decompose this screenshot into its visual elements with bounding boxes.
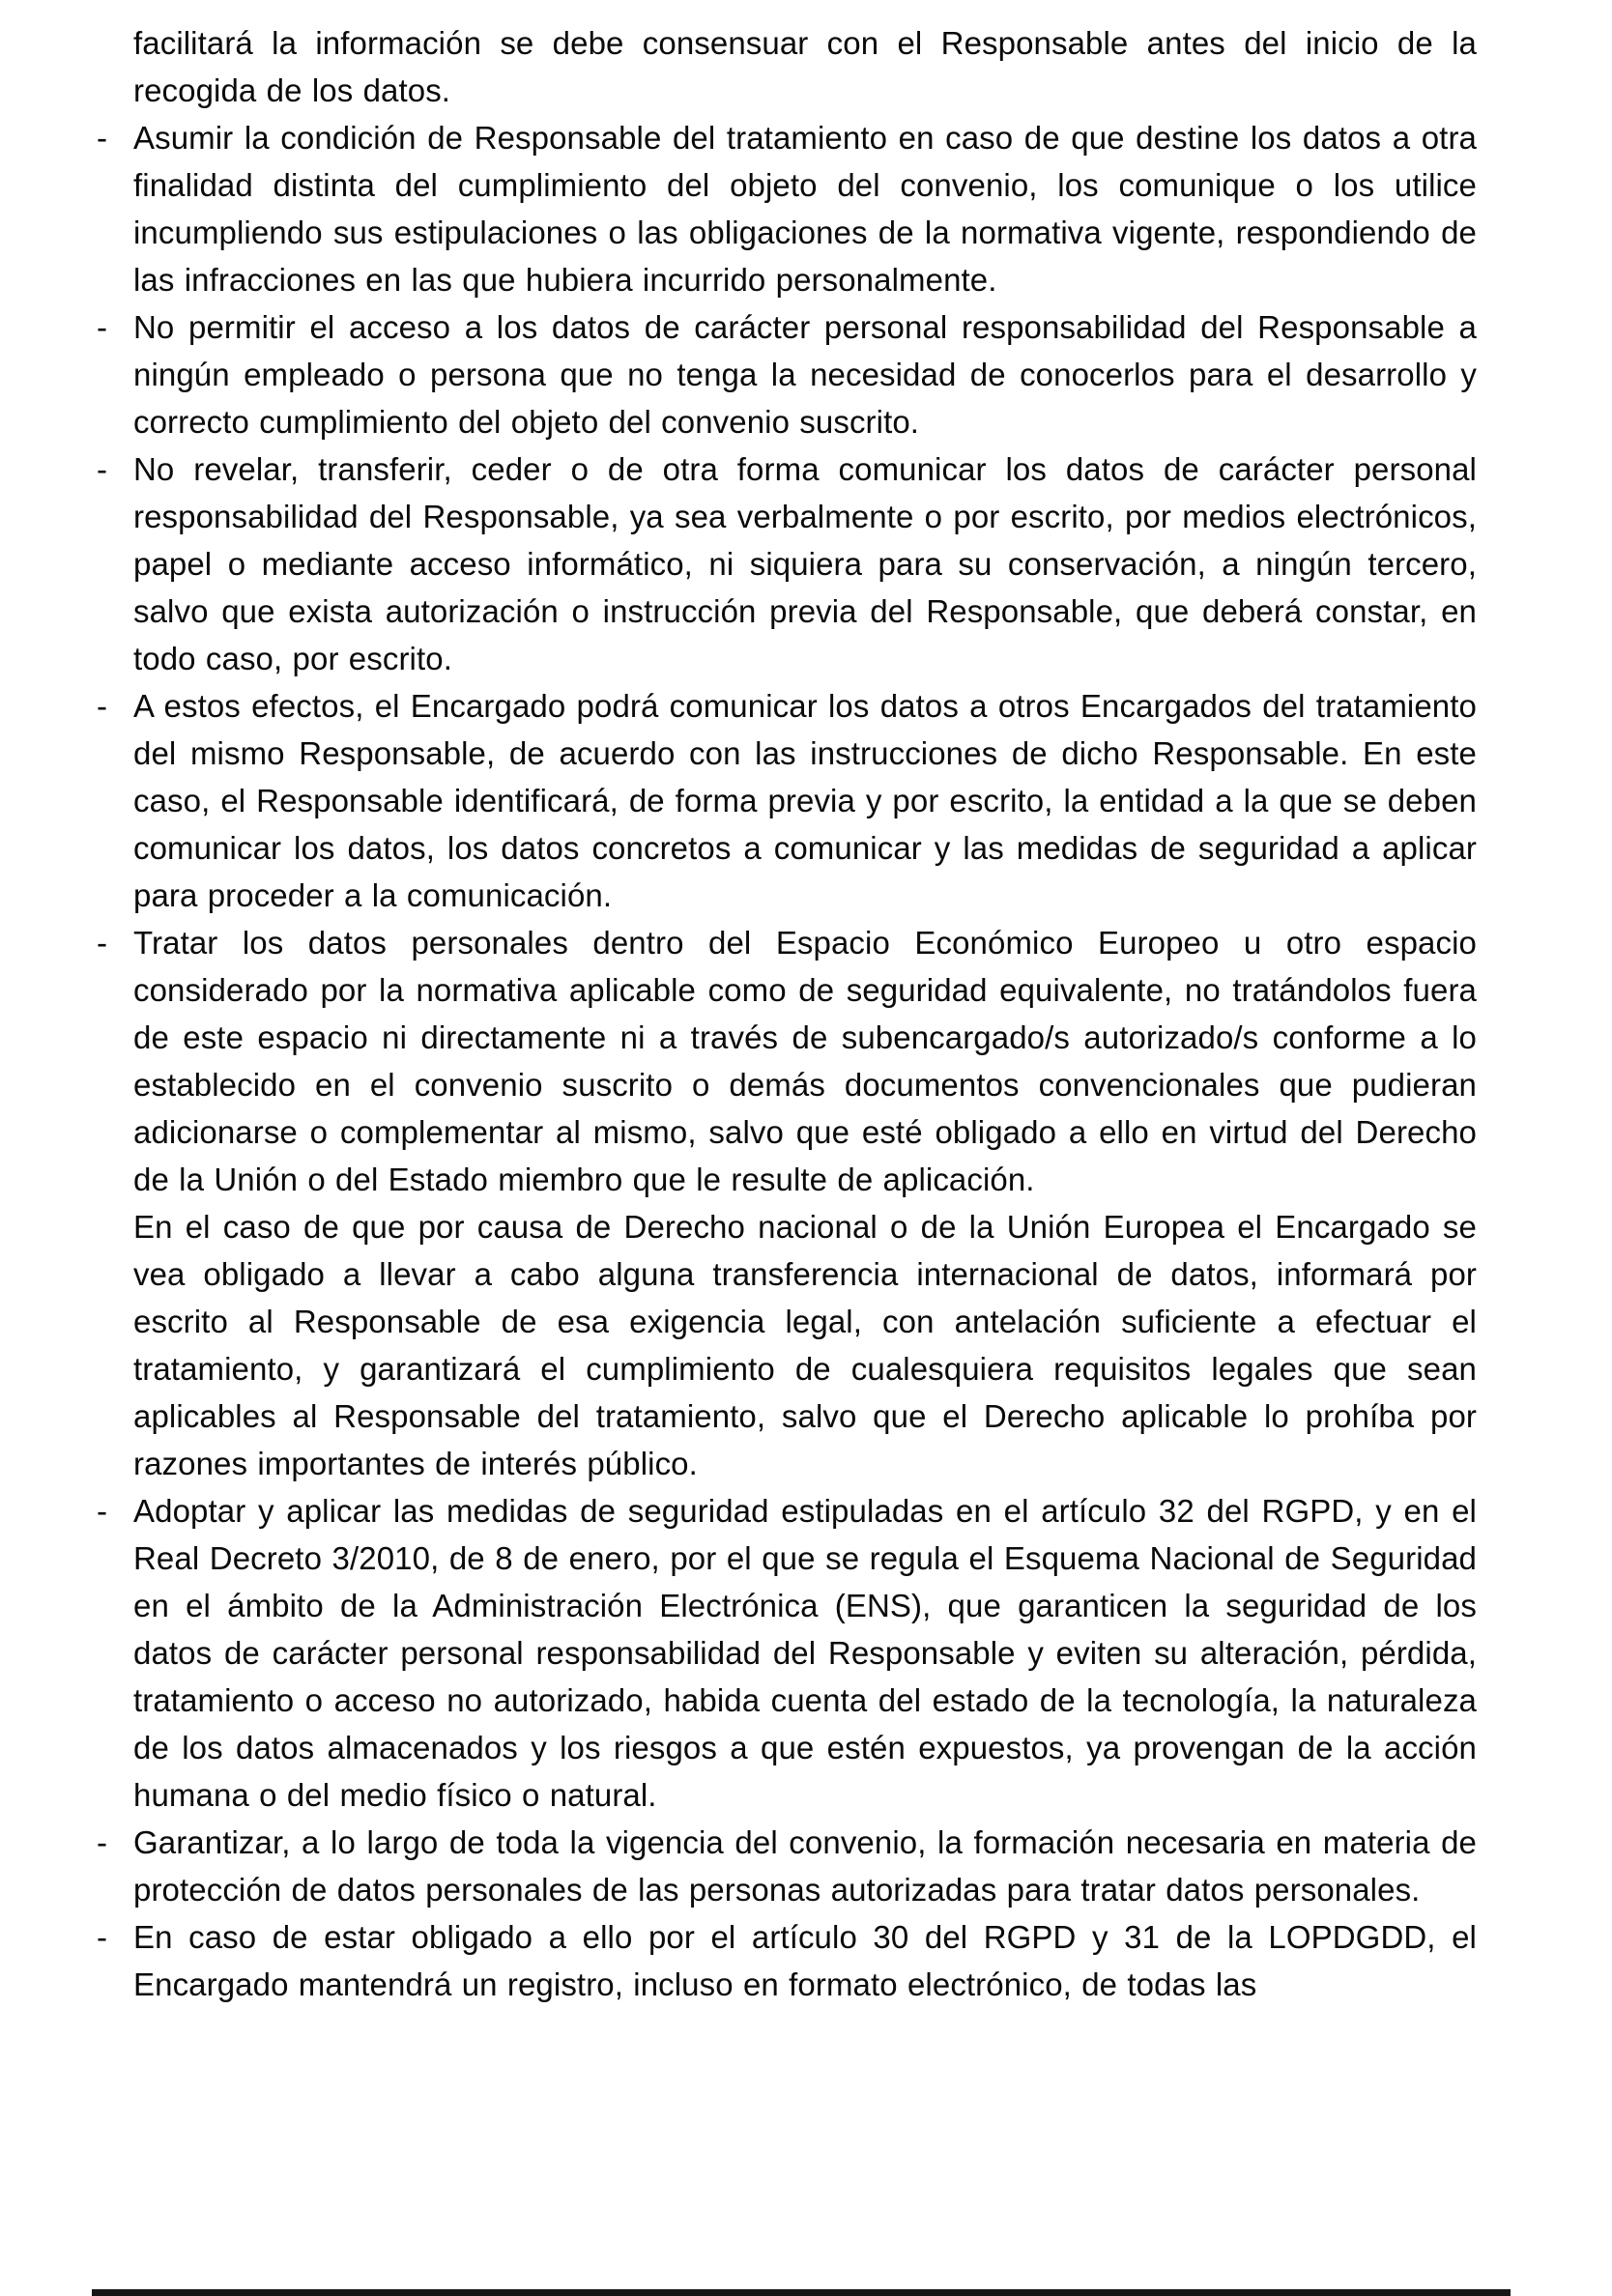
- bullet-item: [97, 445, 1477, 682]
- dash-marker: -: [97, 1824, 107, 1860]
- bullet-item: [97, 682, 1477, 919]
- item-text: Asumir la condición de Responsable del tratamiento en caso de que destine los datos a otra finalidad distinta del cumplimiento del objeto del convenio, los comunique o los utilice incumpliendo sus estipulaciones o las obligaciones de la normativa vigente, respondiendo de las infracciones en las que hubiera incurrido personalmente.: [133, 120, 1477, 298]
- dash-marker: -: [97, 925, 107, 961]
- item-text: Garantizar, a lo largo de toda la vigencia del convenio, la formación necesaria en materia de protección de datos personales de las personas autorizadas para tratar datos personales.: [133, 1824, 1477, 1908]
- dash-marker: -: [97, 309, 107, 345]
- paragraph-continuation: [97, 1203, 1477, 1487]
- bullet-item: [97, 1913, 1477, 2008]
- item-text: A estos efectos, el Encargado podrá comunicar los datos a otros Encargados del tratamiento del mismo Responsable, de acuerdo con las instrucciones de dicho Responsable. En este caso, el Responsable identificará, de forma previa y por escrito, la entidad a la que se deben comunicar los datos, los datos concretos a comunicar y las medidas de seguridad a aplicar para proceder a la comunicación.: [133, 688, 1477, 913]
- bullet-item: [97, 919, 1477, 1203]
- dash-marker: -: [97, 688, 107, 724]
- item-text: facilitará la información se debe consensuar con el Responsable antes del inicio de la recogida de los datos.: [133, 25, 1477, 108]
- scan-artifact-line: [92, 2289, 1511, 2296]
- item-text: En el caso de que por causa de Derecho nacional o de la Unión Europea el Encargado se vea obligado a llevar a cabo alguna transferencia internacional de datos, informará por escrito al Responsable de esa exigencia legal, con antelación suficiente a efectuar el tratamiento, y garantizará el cumplimiento de cualesquiera requisitos legales que sean aplicables al Responsable del tratamiento, salvo que el Derecho aplicable lo prohíba por razones importantes de interés público.: [133, 1209, 1477, 1481]
- item-text: Adoptar y aplicar las medidas de seguridad estipuladas en el artículo 32 del RGPD, y en el Real Decreto 3/2010, de 8 de enero, por el que se regula el Esquema Nacional de Seguridad en el ámbito de la Administración Electrónica (ENS), que garanticen la seguridad de los datos de carácter personal responsabilidad del Responsable y eviten su alteración, pérdida, tratamiento o acceso no autorizado, habida cuenta del estado de la tecnología, la naturaleza de los datos almacenados y los riesgos a que estén expuestos, ya provengan de la acción humana o del medio físico o natural.: [133, 1493, 1477, 1813]
- dash-marker: -: [97, 120, 107, 156]
- dash-marker: -: [97, 451, 107, 487]
- document-body: [97, 19, 1477, 2008]
- bullet-item: [97, 1819, 1477, 1913]
- item-text: Tratar los datos personales dentro del Espacio Económico Europeo u otro espacio considerado por la normativa aplicable como de seguridad equivalente, no tratándolos fuera de este espacio ni directamente ni a través de subencargado/s autorizado/s conforme a lo establecido en el convenio suscrito o demás documentos convencionales que pudieran adicionarse o complementar al mismo, salvo que esté obligado a ello en virtud del Derecho de la Unión o del Estado miembro que le resulte de aplicación.: [133, 925, 1477, 1197]
- bullet-item: [97, 303, 1477, 445]
- dash-marker: -: [97, 1919, 107, 1955]
- bullet-item: [97, 1487, 1477, 1819]
- item-text: No revelar, transferir, ceder o de otra forma comunicar los datos de carácter personal responsabilidad del Responsable, ya sea verbalmente o por escrito, por medios electrónicos, papel o mediante acceso informático, ni siquiera para su conservación, a ningún tercero, salvo que exista autorización o instrucción previa del Responsable, que deberá constar, en todo caso, por escrito.: [133, 451, 1477, 676]
- dash-marker: -: [97, 1493, 107, 1529]
- item-text: En caso de estar obligado a ello por el artículo 30 del RGPD y 31 de la LOPDGDD, el Encargado mantendrá un registro, incluso en formato electrónico, de todas las: [133, 1919, 1477, 2002]
- bullet-item: [97, 114, 1477, 303]
- paragraph-continuation: [97, 19, 1477, 114]
- item-text: No permitir el acceso a los datos de carácter personal responsabilidad del Responsable a ningún empleado o persona que no tenga la necesidad de conocerlos para el desarrollo y correcto cumplimiento del objeto del convenio suscrito.: [133, 309, 1477, 440]
